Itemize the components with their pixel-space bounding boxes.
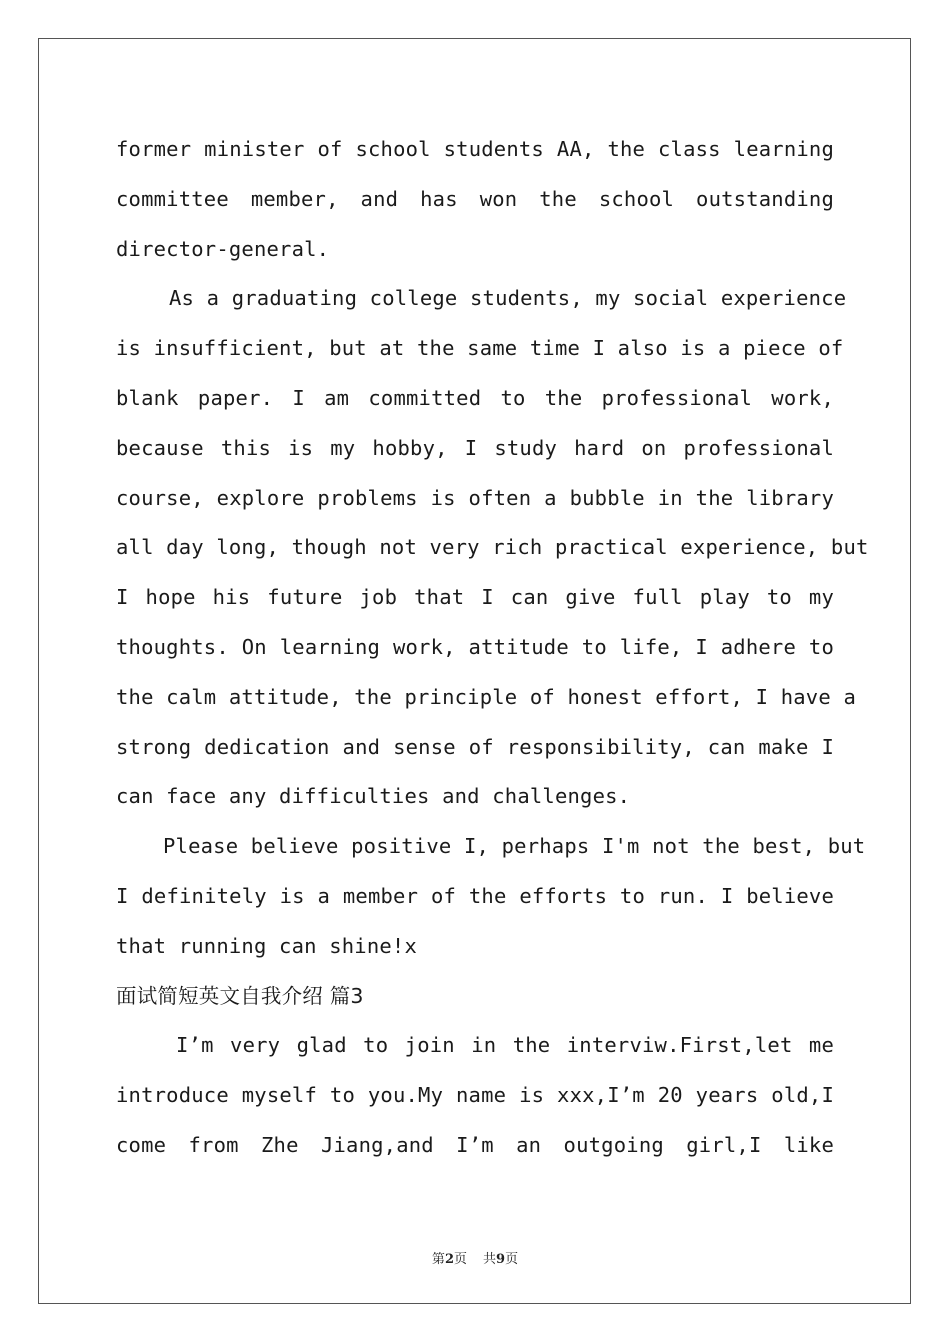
section-heading: 面试简短英文自我介绍 篇3 bbox=[116, 983, 364, 1008]
document-body bbox=[116, 125, 869, 1171]
total-pages: 9 bbox=[496, 1252, 506, 1267]
paragraph-start: As a graduating college students, my social experience bbox=[169, 286, 847, 311]
text-line: the calm attitude, the principle of honest effort, I have a bbox=[116, 684, 856, 709]
page-prefix: 第 bbox=[431, 1252, 445, 1267]
text-line: that running can shine!x bbox=[116, 933, 418, 958]
page-suffix: 页 bbox=[453, 1252, 467, 1267]
text-line: all day long, though not very rich practical experience, but bbox=[116, 535, 869, 560]
text-line: strong dedication and sense of responsibility, can make I bbox=[116, 734, 834, 759]
total-prefix: 共 bbox=[483, 1252, 497, 1267]
text-line: former minister of school students AA, the class learning bbox=[116, 137, 834, 161]
text-line: course, explore problems is often a bubble in the library bbox=[116, 485, 834, 510]
text-line: director-general. bbox=[116, 236, 330, 261]
total-suffix: 页 bbox=[505, 1252, 519, 1267]
text-line: is insufficient, but at the same time I also is a piece of bbox=[116, 336, 844, 361]
text-line: committee member, and has won the school outstanding bbox=[116, 186, 834, 211]
page-number: 2 bbox=[444, 1252, 454, 1267]
text-line: can face any difficulties and challenges. bbox=[116, 784, 631, 809]
paragraph-start: I’m very glad to join in the interviw.First,let me bbox=[176, 1033, 834, 1058]
text-line: I hope his future job that I can give full play to my bbox=[116, 585, 834, 610]
text-line: blank paper. I am committed to the professional work, bbox=[116, 385, 834, 410]
page-footer bbox=[0, 1248, 950, 1267]
text-line: because this is my hobby, I study hard on professional bbox=[116, 435, 834, 460]
text-line: I definitely is a member of the efforts to run. I believe bbox=[116, 883, 834, 908]
text-line: introduce myself to you.My name is xxx,I’m 20 years old,I bbox=[116, 1083, 834, 1108]
text-line: come from Zhe Jiang,and I’m an outgoing girl,I like bbox=[116, 1132, 834, 1157]
text-line: thoughts. On learning work, attitude to life, I adhere to bbox=[116, 634, 834, 659]
paragraph-start: Please believe positive I, perhaps I'm not the best, but bbox=[163, 834, 866, 859]
